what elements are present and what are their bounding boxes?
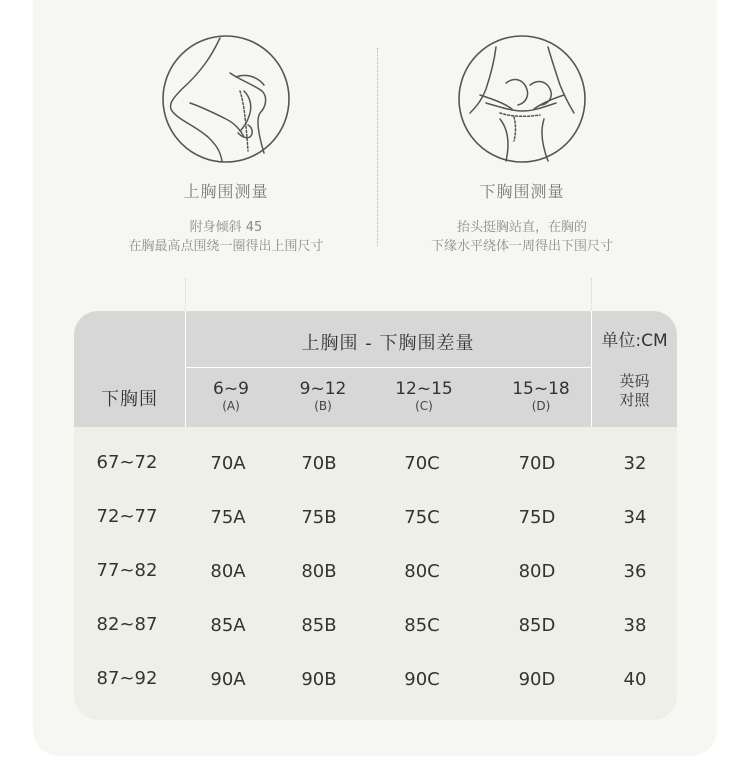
uk-size-cell: 38 — [623, 615, 647, 636]
under-bust-cell: 82~87 — [96, 614, 158, 635]
size-cell: 80A — [210, 561, 246, 582]
size-cell: 90C — [404, 669, 440, 690]
cup-range: 12~15 — [395, 379, 453, 399]
upper-bust-section — [76, 30, 376, 256]
under-bust-desc-line2: 下缘水平绕体一周得出下围尺寸 — [430, 239, 613, 254]
size-table — [74, 311, 677, 720]
upper-bust-desc-line2: 在胸最高点围绕一圈得出上围尺寸 — [128, 239, 324, 254]
upper-bust-desc-line1: 附身倾斜 45 — [189, 220, 263, 235]
under-bust-cell: 87~92 — [96, 668, 158, 689]
guide-line-right — [591, 278, 592, 312]
size-cell: 70C — [404, 453, 440, 474]
cup-letter: (B) — [314, 399, 332, 413]
size-cell: 75D — [518, 507, 556, 528]
size-cell: 80C — [404, 561, 440, 582]
size-label-line2: 对照 — [619, 391, 650, 409]
size-cell: 75B — [301, 507, 337, 528]
header-size-conversion — [592, 372, 677, 410]
header-unit: 单位:CM — [601, 331, 668, 351]
cup-letter: (D) — [531, 399, 551, 413]
upper-bust-description — [76, 218, 376, 256]
header-cup-c — [379, 379, 469, 413]
under-bust-section — [372, 30, 672, 256]
size-cell: 85D — [518, 615, 556, 636]
under-bust-desc-line1: 抬头挺胸站直，在胸的 — [456, 220, 587, 235]
size-cell: 85C — [404, 615, 440, 636]
size-cell: 90D — [518, 669, 556, 690]
guide-line-left — [185, 278, 186, 312]
table-header — [74, 311, 677, 427]
upper-bust-title: 上胸围测量 — [183, 182, 269, 201]
header-divider — [185, 367, 591, 368]
size-cell: 80D — [518, 561, 556, 582]
under-bust-title: 下胸围测量 — [479, 182, 565, 201]
size-cell: 90A — [210, 669, 246, 690]
under-bust-measure-illustration — [456, 33, 588, 165]
size-cell: 75C — [404, 507, 440, 528]
under-bust-description — [372, 218, 672, 256]
header-under-bust: 下胸围 — [101, 389, 158, 410]
header-cup-d — [496, 379, 586, 413]
size-cell: 85A — [210, 615, 246, 636]
size-cell: 70D — [518, 453, 556, 474]
size-cell: 80B — [301, 561, 337, 582]
under-bust-cell: 77~82 — [96, 560, 158, 581]
size-cell: 75A — [210, 507, 246, 528]
upper-bust-measure-illustration — [160, 33, 292, 165]
under-bust-cell: 67~72 — [96, 452, 158, 473]
cup-range: 6~9 — [213, 379, 249, 399]
uk-size-cell: 40 — [623, 669, 647, 690]
size-label-line1: 英码 — [619, 372, 650, 390]
size-cell: 90B — [301, 669, 337, 690]
cup-letter: (C) — [415, 399, 433, 413]
uk-size-cell: 34 — [623, 507, 647, 528]
uk-size-cell: 32 — [623, 453, 647, 474]
size-cell: 70A — [210, 453, 246, 474]
size-cell: 70B — [301, 453, 337, 474]
header-bust-difference: 上胸围 - 下胸围差量 — [301, 333, 475, 354]
under-bust-cell: 72~77 — [96, 506, 158, 527]
cup-range: 15~18 — [512, 379, 570, 399]
size-cell: 85B — [301, 615, 337, 636]
uk-size-cell: 36 — [623, 561, 647, 582]
cup-letter: (A) — [222, 399, 240, 413]
header-cup-a — [186, 379, 276, 413]
header-cup-b — [278, 379, 368, 413]
cup-range: 9~12 — [299, 379, 347, 399]
